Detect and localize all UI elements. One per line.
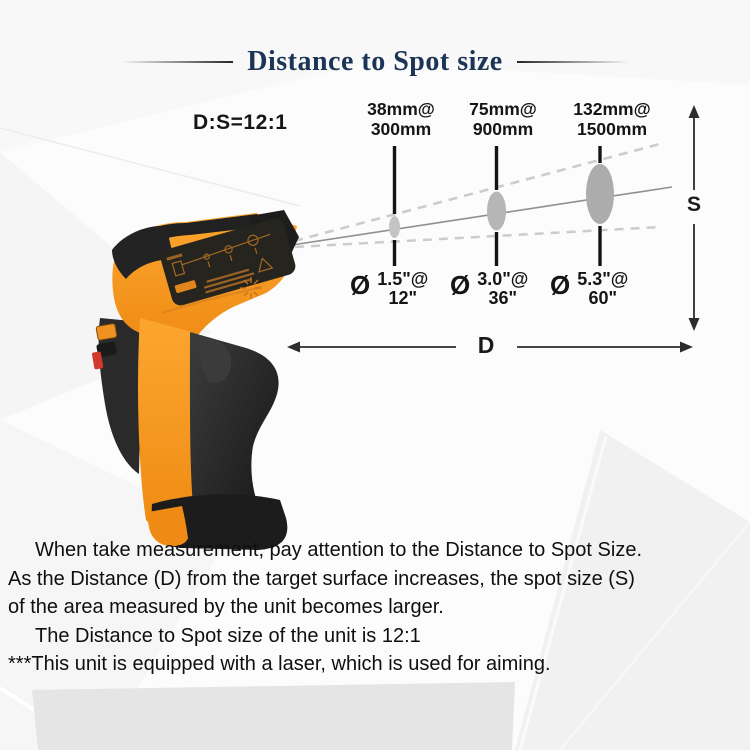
title-rule-left bbox=[121, 61, 233, 64]
distance-dimension-label: D bbox=[477, 332, 495, 358]
spot-1-imperial-distance: 12" bbox=[388, 288, 418, 308]
description-line-3: of the area measured by the unit becomes larger. bbox=[8, 596, 444, 618]
distance-arrowhead-right bbox=[680, 342, 693, 353]
spot-3-metric-distance: 1500mm bbox=[576, 119, 648, 139]
diameter-symbol: Ø bbox=[450, 270, 471, 300]
description-line-2: As the Distance (D) from the target surface increases, the spot size (S) bbox=[8, 567, 635, 590]
spot-imperial-label-2 bbox=[450, 270, 528, 308]
spot-2-imperial-size: 3.0"@ bbox=[477, 269, 529, 289]
distance-arrowhead-left bbox=[287, 342, 300, 353]
spot-imperial-label-3 bbox=[550, 270, 628, 308]
beam-center-line bbox=[292, 187, 672, 245]
spot-dimension-label: S bbox=[686, 193, 701, 216]
page-title: Distance to Spot size bbox=[247, 46, 503, 77]
description-line-1: When take measurement, pay attention to the Distance to Spot Size. bbox=[35, 539, 643, 561]
spot-metric-label-2 bbox=[441, 99, 565, 139]
spot-2-imperial-distance: 36" bbox=[488, 288, 518, 308]
spot-2-metric-distance: 900mm bbox=[472, 119, 534, 139]
spot-3-metric-size: 132mm@ bbox=[573, 99, 651, 119]
description-text bbox=[8, 536, 748, 679]
spot-1-metric-distance: 300mm bbox=[370, 119, 432, 139]
spot-1-metric-size: 38mm@ bbox=[367, 99, 435, 119]
gun-side-button-orange bbox=[96, 323, 117, 340]
spot-metric-label-3 bbox=[550, 99, 674, 139]
beam-lower-dashed-line bbox=[295, 227, 660, 247]
spot-ellipse-1 bbox=[389, 216, 400, 238]
spot-3-imperial-distance: 60" bbox=[588, 288, 618, 308]
spot-imperial-label-1 bbox=[350, 270, 428, 308]
spot-arrowhead-bottom bbox=[689, 318, 700, 331]
diameter-symbol: Ø bbox=[550, 270, 571, 300]
spot-2-metric-size: 75mm@ bbox=[469, 99, 537, 119]
measurement-beam bbox=[292, 144, 672, 247]
spot-1-imperial-size: 1.5"@ bbox=[377, 269, 429, 289]
thermometer-gun bbox=[92, 210, 299, 550]
description-line-4: The Distance to Spot size of the unit is 12:1 bbox=[35, 624, 421, 647]
page-header bbox=[0, 44, 750, 80]
spot-arrowhead-top bbox=[689, 105, 700, 118]
diameter-symbol: Ø bbox=[350, 270, 371, 300]
ratio-label: D:S=12:1 bbox=[193, 111, 288, 134]
spot-ellipse-3 bbox=[586, 164, 614, 224]
gun-rear-edge bbox=[99, 318, 142, 474]
spot-size-arrow bbox=[689, 105, 700, 331]
title-rule-right bbox=[517, 61, 629, 64]
description-line-5: ***This unit is equipped with a laser, which is used for aiming. bbox=[8, 653, 551, 675]
spot-ellipse-2 bbox=[487, 192, 506, 231]
spot-3-imperial-size: 5.3"@ bbox=[577, 269, 629, 289]
